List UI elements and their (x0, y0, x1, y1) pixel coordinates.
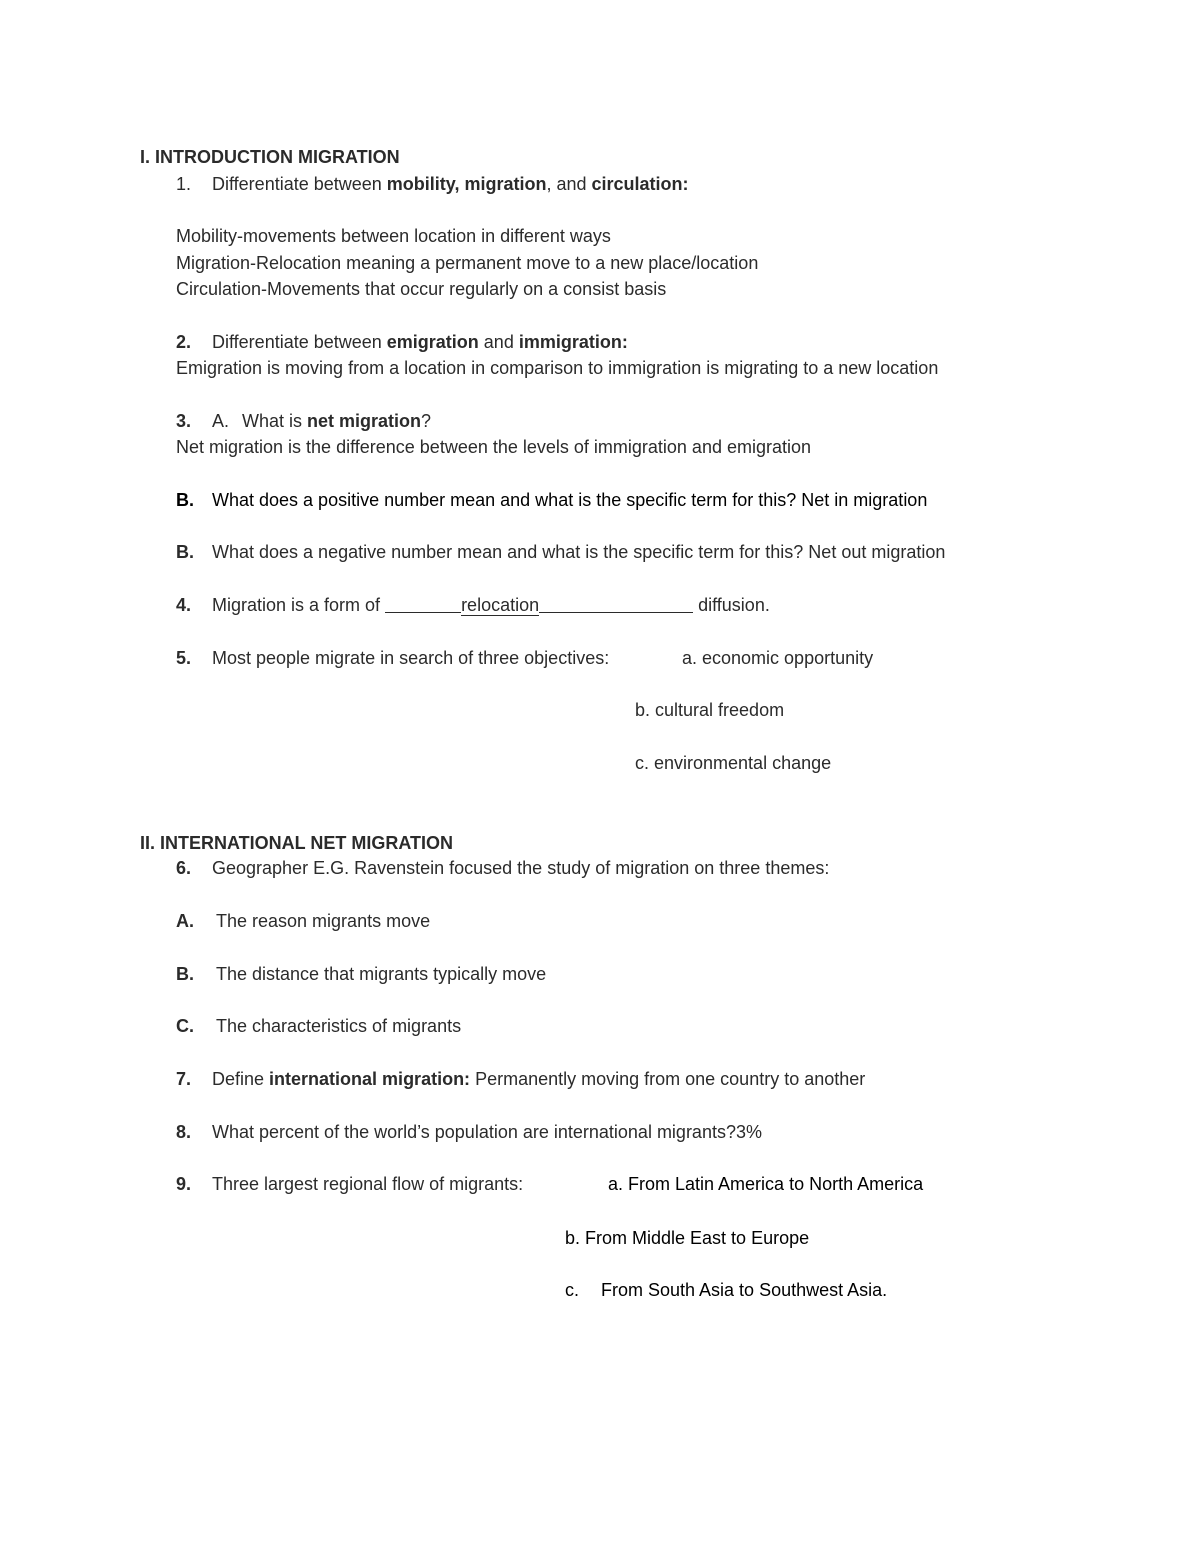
answer-line: Circulation-Movements that occur regularly on a consist basis (176, 279, 667, 299)
question-text: Migration is a form of (212, 595, 386, 615)
question-4 (176, 594, 770, 616)
section-1-heading: I. INTRODUCTION MIGRATION (140, 147, 400, 167)
item-letter: C. (176, 1016, 194, 1036)
question-text: Differentiate between (212, 332, 387, 352)
question-text: and (478, 332, 519, 352)
objective-c: c. environmental change (635, 753, 832, 773)
objective-a: a. economic opportunity (682, 648, 874, 668)
item-letter: B. (176, 964, 194, 984)
question-number: 2. (176, 332, 192, 352)
question-number: B. (176, 490, 194, 510)
question-text: Define (212, 1069, 270, 1089)
question-3b (176, 489, 927, 511)
question-text: , and (546, 174, 592, 194)
fill-in-answer: relocation (461, 595, 540, 615)
item-letter: c. (565, 1280, 580, 1300)
question-8 (176, 1121, 762, 1143)
flow-b: b. From Middle East to Europe (565, 1228, 810, 1248)
flow-a: a. From Latin America to North America (608, 1174, 924, 1194)
question-text: diffusion. (693, 595, 770, 615)
blank-line (539, 594, 693, 613)
question-text: Differentiate between (212, 174, 387, 194)
term: immigration: (518, 332, 628, 352)
question-number: 1. (176, 174, 192, 194)
question-5 (176, 647, 609, 669)
theme-item (176, 963, 546, 985)
term: international migration: (269, 1069, 471, 1089)
item-text: The characteristics of migrants (216, 1016, 462, 1036)
question-text: What does a positive number mean and what is the specific term for this? Net in migration (212, 490, 928, 510)
answer-line: Migration-Relocation meaning a permanent move to a new place/location (176, 253, 759, 273)
answer-text: Permanently moving from one country to another (470, 1069, 866, 1089)
theme-item (176, 910, 430, 932)
answer-line: Emigration is moving from a location in comparison to immigration is migrating to a new location (176, 358, 939, 378)
question-7 (176, 1068, 865, 1090)
flow-c (565, 1279, 887, 1301)
item-text: The distance that migrants typically move (216, 964, 547, 984)
blank-line (385, 594, 461, 613)
question-number: 6. (176, 858, 192, 878)
item-text: From South Asia to Southwest Asia. (601, 1280, 888, 1300)
question-2 (176, 331, 628, 353)
question-number: 5. (176, 648, 192, 668)
question-number: 8. (176, 1122, 192, 1142)
question-3c (176, 541, 945, 563)
section-2-heading: II. INTERNATIONAL NET MIGRATION (140, 833, 453, 853)
item-text: The reason migrants move (216, 911, 431, 931)
question-3 (176, 410, 431, 432)
objective-b: b. cultural freedom (635, 700, 785, 720)
item-letter: A. (176, 911, 194, 931)
question-9 (176, 1173, 523, 1195)
sub-letter: A. (212, 411, 230, 431)
question-text: Geographer E.G. Ravenstein focused the study of migration on three themes: (212, 858, 830, 878)
question-6 (176, 857, 829, 879)
question-number: 3. (176, 411, 192, 431)
question-text: Three largest regional flow of migrants: (212, 1174, 524, 1194)
question-number: 7. (176, 1069, 192, 1089)
term: mobility, migration (386, 174, 547, 194)
question-text: Most people migrate in search of three objectives: (212, 648, 610, 668)
question-text: ? (421, 411, 432, 431)
question-number: B. (176, 542, 194, 562)
theme-item (176, 1015, 461, 1037)
term: circulation: (591, 174, 689, 194)
term: net migration (307, 411, 422, 431)
term: emigration (386, 332, 479, 352)
question-number: 4. (176, 595, 192, 615)
question-text: What is (242, 411, 308, 431)
question-number: 9. (176, 1174, 192, 1194)
question-text: What does a negative number mean and what is the specific term for this? Net out migration (212, 542, 946, 562)
question-1 (176, 173, 689, 195)
answer-line: Mobility-movements between location in different ways (176, 226, 611, 246)
answer-line: Net migration is the difference between the levels of immigration and emigration (176, 437, 812, 457)
question-text: What percent of the world’s population are international migrants?3% (212, 1122, 762, 1142)
